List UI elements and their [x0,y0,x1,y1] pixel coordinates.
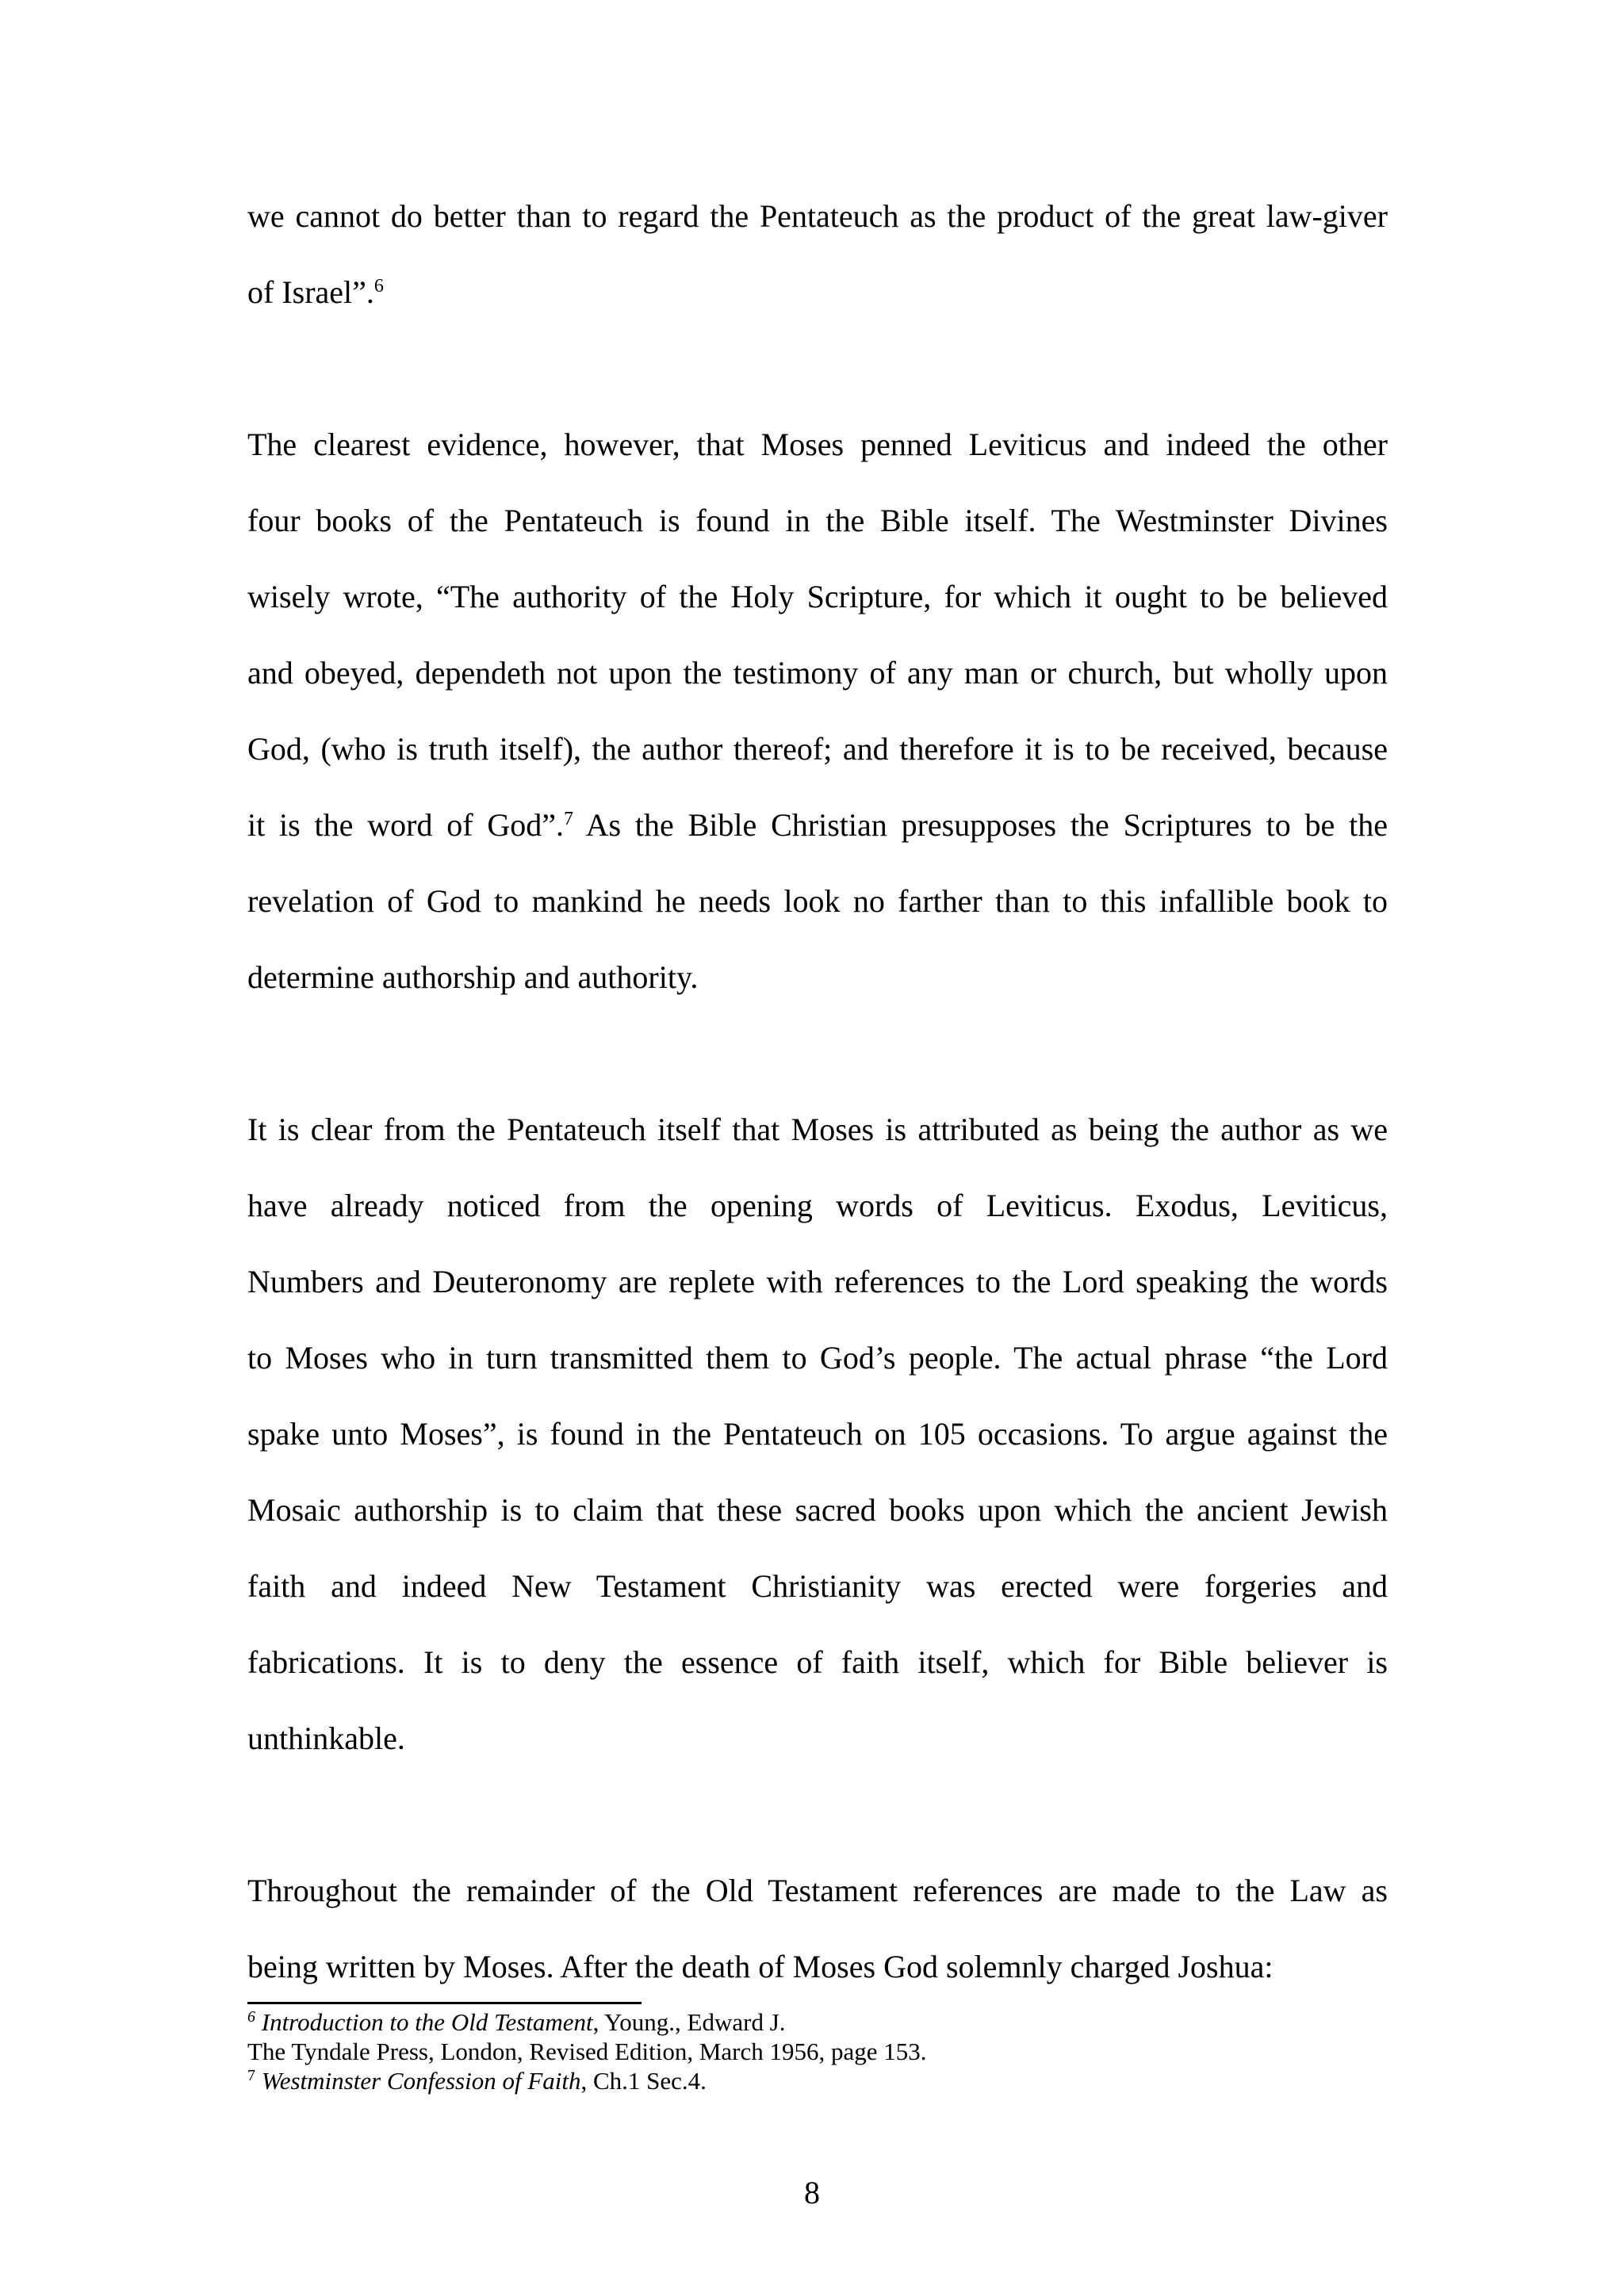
footnote-number: 7 [247,2067,255,2084]
text-line: God, (who is truth itself), the author thereof; and therefore it is to be received, because [247,731,1388,767]
text-line: unthinkable. [247,1720,405,1756]
text-line: being written by Moses. After the death of Moses God solemnly charged Joshua: [247,1949,1274,1984]
text-line: It is clear from the Pentateuch itself that Moses is attributed as being the author as we [247,1112,1388,1147]
footnote-6 [247,2007,1388,2037]
footnotes [247,2007,1388,2095]
paragraph-4 [247,1853,1388,2005]
footnote-text: , Ch.1 Sec.4. [580,2067,707,2095]
text-line-content: of Israel”. [247,274,374,310]
text-line: and obeyed, dependeth not upon the testimony of any man or church, but wholly upon [247,655,1388,691]
footnote-ref[interactable]: 6 [373,276,384,297]
text-line [247,787,1388,863]
footnote-separator [247,2002,642,2004]
text-line: have already noticed from the opening words of Leviticus. Exodus, Leviticus, [247,1188,1388,1223]
footnote-ref[interactable]: 7 [564,809,574,829]
footnote-text: , Young., Edward J. [592,2008,786,2036]
text-line: fabrications. It is to deny the essence of faith itself, which for Bible believer is [247,1644,1388,1680]
footnote-7 [247,2066,1388,2095]
footnote-title: Westminster Confession of Faith [261,2067,581,2095]
text-line: Throughout the remainder of the Old Testament references are made to the Law as [247,1873,1388,1908]
text-line: Numbers and Deuteronomy are replete with references to the Lord speaking the words [247,1264,1388,1299]
paragraph-2 [247,407,1388,1016]
page-number: 8 [804,2175,820,2210]
text-line: four books of the Pentateuch is found in the Bible itself. The Westminster Divines [247,503,1388,538]
text-line: wisely wrote, “The authority of the Holy Scripture, for which it ought to be believed [247,579,1388,614]
text-line [247,254,1388,331]
footnote-title: Introduction to the Old Testament [261,2008,593,2036]
text-line: faith and indeed New Testament Christianity was erected were forgeries and [247,1568,1388,1604]
paragraph-1 [247,178,1388,331]
text-line: Mosaic authorship is to claim that these sacred books upon which the ancient Jewish [247,1492,1388,1528]
text-line: to Moses who in turn transmitted them to God’s people. The actual phrase “the Lord [247,1340,1388,1376]
text-line: The clearest evidence, however, that Moses penned Leviticus and indeed the other [247,427,1388,462]
text-line: revelation of God to mankind he needs look no farther than to this infallible book to [247,883,1388,919]
text-line: spake unto Moses”, is found in the Pentateuch on 105 occasions. To argue against the [247,1416,1388,1452]
text-line-content: it is the word of God”. [247,807,565,843]
text-line: determine authorship and authority. [247,959,699,995]
paragraph-3 [247,1092,1388,1777]
text-line: we cannot do better than to regard the Pentateuch as the product of the great law-giver [247,198,1388,234]
footnote-6-line-2: The Tyndale Press, London, Revised Edition, March 1956, page 153. [247,2038,927,2065]
footnote-number: 6 [247,2008,255,2026]
text-line-continuation: As the Bible Christian presupposes the Scriptures to be the [573,807,1388,843]
